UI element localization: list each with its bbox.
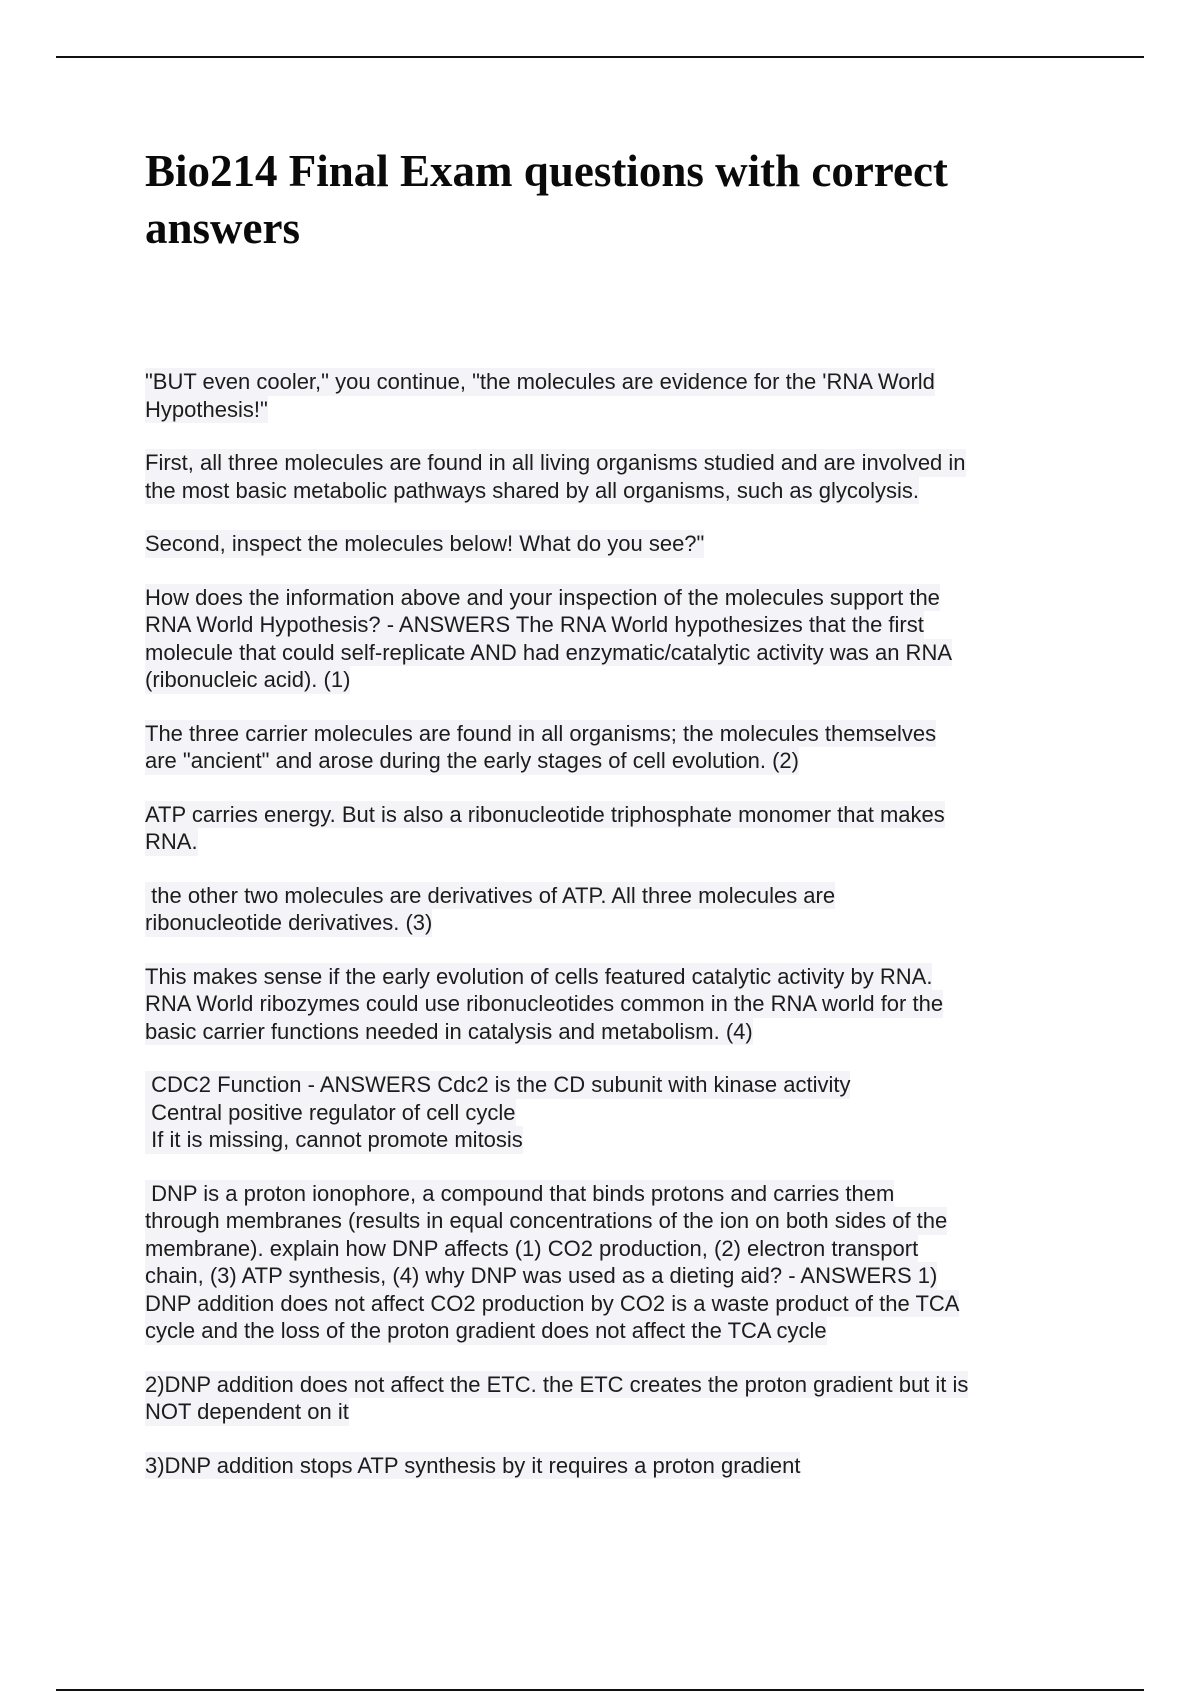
paragraph-line-wrapper — [145, 368, 1065, 396]
paragraph-line: DNP is a proton ionophore, a compound that binds protons and carries them — [145, 1180, 895, 1206]
paragraph-line: (ribonucleic acid). (1) — [145, 667, 351, 692]
paragraph — [145, 720, 1065, 775]
paragraph-line: basic carrier functions needed in catalysis and metabolism. (4) — [145, 1018, 753, 1044]
paragraph-line: "BUT even cooler," you continue, "the molecules are evidence for the 'RNA World — [145, 369, 935, 394]
paragraph-line-wrapper — [145, 1126, 1065, 1154]
paragraph — [145, 882, 1065, 937]
paragraph-line: through membranes (results in equal concentrations of the ion on both sides of the — [145, 1208, 948, 1233]
paragraph — [145, 963, 1065, 1046]
paragraph-line: DNP addition does not affect CO2 production by CO2 is a waste product of the TCA — [145, 1290, 960, 1316]
paragraph-line-wrapper — [145, 666, 1065, 694]
paragraph-line: Second, inspect the molecules below! What do you see?" — [145, 531, 705, 556]
paragraph-line-wrapper — [145, 1235, 1065, 1263]
paragraph — [145, 1371, 1065, 1426]
paragraph-line: 2)DNP addition does not affect the ETC. the ETC creates the proton gradient but it is — [145, 1371, 969, 1397]
paragraph — [145, 530, 1065, 558]
paragraph-line: RNA World Hypothesis? - ANSWERS The RNA World hypothesizes that the first — [145, 612, 924, 637]
paragraph — [145, 584, 1065, 694]
paragraph-line-wrapper — [145, 963, 1065, 991]
paragraph-line: the other two molecules are derivatives of ATP. All three molecules are — [145, 882, 836, 908]
paragraph-line: ATP carries energy. But is also a ribonucleotide triphosphate monomer that makes — [145, 801, 945, 827]
paragraph-line: Hypothesis!" — [145, 396, 268, 422]
paragraph-line-wrapper — [145, 990, 1065, 1018]
paragraph-line-wrapper — [145, 1207, 1065, 1235]
paragraph-line-wrapper — [145, 720, 1065, 748]
paragraph-line-wrapper — [145, 639, 1065, 667]
paragraph-line-wrapper — [145, 1317, 1065, 1345]
paragraph-line-wrapper — [145, 449, 1065, 477]
paragraph — [145, 1071, 1065, 1154]
paragraph-line: are "ancient" and arose during the early stages of cell evolution. (2) — [145, 748, 799, 773]
paragraph-line-wrapper — [145, 1398, 1065, 1426]
paragraph — [145, 449, 1065, 504]
paragraph-line: RNA World ribozymes could use ribonucleotides common in the RNA world for the — [145, 991, 944, 1016]
paragraph-line-wrapper — [145, 1371, 1065, 1399]
paragraph-line: The three carrier molecules are found in all organisms; the molecules themselves — [145, 720, 937, 746]
paragraph-line: This makes sense if the early evolution of cells featured catalytic activity by RNA. — [145, 963, 933, 989]
paragraph — [145, 1452, 1065, 1480]
paragraph-line-wrapper — [145, 1262, 1065, 1290]
paragraph-line: NOT dependent on it — [145, 1399, 349, 1424]
paragraph-line-wrapper — [145, 584, 1065, 612]
paragraph-line-wrapper — [145, 477, 1065, 505]
paragraph-line-wrapper — [145, 801, 1065, 829]
top-rule — [56, 56, 1144, 58]
paragraph-line-wrapper — [145, 882, 1065, 910]
paragraph-line: First, all three molecules are found in all living organisms studied and are involved in — [145, 450, 966, 475]
paragraph-line: If it is missing, cannot promote mitosis — [145, 1127, 523, 1152]
paragraph-line: RNA. — [145, 829, 198, 854]
paragraph-line: How does the information above and your inspection of the molecules support the — [145, 584, 940, 610]
paragraph — [145, 1180, 1065, 1345]
paragraph-line: cycle and the loss of the proton gradient does not affect the TCA cycle — [145, 1318, 827, 1343]
paragraph — [145, 368, 1065, 423]
paragraph-line-wrapper — [145, 611, 1065, 639]
paragraph-line-wrapper — [145, 1290, 1065, 1318]
paragraph-line-wrapper — [145, 747, 1065, 775]
paragraph-line: molecule that could self-replicate AND had enzymatic/catalytic activity was an RNA — [145, 639, 953, 665]
paragraph — [145, 801, 1065, 856]
document-body — [145, 368, 1065, 1505]
paragraph-line-wrapper — [145, 396, 1065, 424]
paragraph-line: ribonucleotide derivatives. (3) — [145, 910, 433, 935]
paragraph-line-wrapper — [145, 530, 1065, 558]
paragraph-line: the most basic metabolic pathways shared by all organisms, such as glycolysis. — [145, 477, 920, 503]
paragraph-line-wrapper — [145, 909, 1065, 937]
paragraph-line-wrapper — [145, 1180, 1065, 1208]
paragraph-line: 3)DNP addition stops ATP synthesis by it requires a proton gradient — [145, 1452, 801, 1478]
paragraph-line-wrapper — [145, 1452, 1065, 1480]
paragraph-line-wrapper — [145, 1099, 1065, 1127]
paragraph-line: CDC2 Function - ANSWERS Cdc2 is the CD subunit with kinase activity — [145, 1072, 851, 1097]
bottom-rule — [56, 1689, 1144, 1691]
paragraph-line: membrane). explain how DNP affects (1) CO2 production, (2) electron transport — [145, 1235, 919, 1261]
paragraph-line: chain, (3) ATP synthesis, (4) why DNP was used as a dieting aid? - ANSWERS 1) — [145, 1263, 938, 1288]
paragraph-line-wrapper — [145, 828, 1065, 856]
paragraph-line: Central positive regulator of cell cycle — [145, 1099, 516, 1125]
paragraph-line-wrapper — [145, 1018, 1065, 1046]
paragraph-line-wrapper — [145, 1071, 1065, 1099]
document-title: Bio214 Final Exam questions with correct answers — [145, 146, 948, 253]
